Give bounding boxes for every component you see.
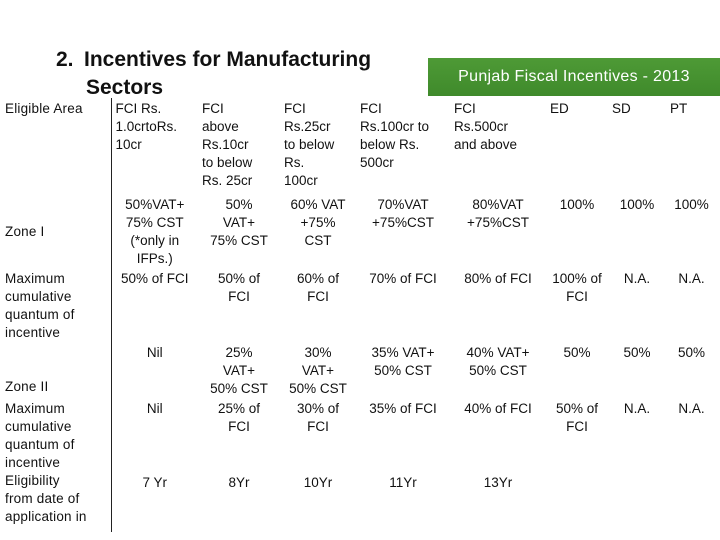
header-cell-line: Rs. 25cr: [202, 173, 253, 188]
cell-line: 50% CST: [469, 363, 527, 378]
cell-line: 60% of: [296, 271, 340, 286]
max-1-cell: 70% of FCI: [369, 271, 437, 286]
table-row-max-zone-1: [1, 268, 717, 342]
header-sd: SD: [612, 101, 631, 116]
cell-line: 25% of: [217, 401, 261, 416]
cell-line: +75%CST: [372, 215, 434, 230]
header-pt: PT: [670, 101, 688, 116]
header-ed: ED: [550, 101, 569, 116]
eligibility-cell: 8Yr: [228, 475, 250, 490]
header-cell-line: 500cr: [360, 155, 394, 170]
cell-line: VAT+: [301, 363, 335, 378]
cell-line: 50% CST: [374, 363, 432, 378]
max-2-cell: [198, 398, 280, 472]
cell-line: 100% of: [552, 271, 602, 286]
cell-line: 60% VAT: [290, 197, 346, 212]
cell-line: IFPs.): [136, 251, 173, 266]
cell-line: 35% VAT+: [371, 345, 435, 360]
cell-line: 70%VAT: [377, 197, 429, 212]
zone-2-sd: 50%: [623, 345, 651, 360]
cell-line: FCI: [566, 419, 588, 434]
max-2-cell: Nil: [146, 401, 163, 416]
eligibility-cell: 10Yr: [303, 475, 333, 490]
empty-cell: [666, 472, 717, 532]
header-cell-line: Rs.: [284, 155, 305, 170]
cell-line: 50%: [225, 197, 253, 212]
table-row-max-zone-2: [1, 398, 717, 472]
zone-1-ed: 100%: [559, 197, 595, 212]
max-2-pt: N.A.: [678, 401, 705, 416]
label-line: Eligibility: [5, 473, 60, 488]
max-1-cell: 80% of FCI: [464, 271, 532, 286]
header-cell-line: FCI Rs.: [115, 101, 162, 116]
incentives-table: [1, 98, 718, 532]
zone-2-cell: [198, 342, 280, 398]
title-line-1: Incentives for Manufacturing: [84, 48, 372, 71]
cell-line: (*only in: [130, 233, 180, 248]
max-2-cell: 35% of FCI: [369, 401, 437, 416]
max-1-pt: N.A.: [678, 271, 705, 286]
cell-line: FCI: [228, 419, 250, 434]
label-line: Maximum: [5, 271, 65, 286]
cell-line: VAT+: [222, 363, 256, 378]
cell-line: 50% CST: [289, 381, 347, 396]
cell-line: 50% of: [217, 271, 261, 286]
zone-1-cell: [198, 194, 280, 268]
cell-line: 30%: [304, 345, 332, 360]
table-row-zone-1: [1, 194, 717, 268]
label-line: cumulative: [5, 419, 72, 434]
row-label-zone-1: Zone I: [1, 194, 111, 268]
cell-line: FCI: [566, 289, 588, 304]
table-row-zone-2: [1, 342, 717, 398]
header-cell-line: Rs.10cr: [202, 137, 249, 152]
max-2-cell: [546, 398, 608, 472]
cell-line: FCI: [307, 289, 329, 304]
max-1-cell: [198, 268, 280, 342]
title-line-2: Sectors: [86, 76, 164, 99]
header-cell-line: to below: [202, 155, 253, 170]
header-cell-line: 1.0crtoRs.: [115, 119, 178, 134]
cell-line: FCI: [307, 419, 329, 434]
header-fci-500cr-above: [450, 98, 546, 194]
cell-line: VAT+: [222, 215, 256, 230]
cell-line: 30% of: [296, 401, 340, 416]
cell-line: 80%VAT: [472, 197, 524, 212]
zone-2-cell: Nil: [146, 345, 163, 360]
zone-1-sd: 100%: [619, 197, 655, 212]
max-1-cell: [546, 268, 608, 342]
header-fci-25-100cr: [280, 98, 356, 194]
zone-1-pt: 100%: [674, 197, 709, 212]
header-cell-line: 10cr: [115, 137, 142, 152]
cell-line: 25%: [225, 345, 253, 360]
eligibility-cell: 7 Yr: [142, 475, 167, 490]
cell-line: 50% CST: [210, 381, 268, 396]
max-2-cell: [280, 398, 356, 472]
max-1-cell: [280, 268, 356, 342]
max-1-sd: N.A.: [623, 271, 651, 286]
header-cell-line: Rs.100cr to: [360, 119, 430, 134]
header-cell-line: above: [202, 119, 239, 134]
title-number: 2.: [56, 48, 74, 71]
label-line: incentive: [5, 455, 61, 470]
max-2-cell: 40% of FCI: [464, 401, 532, 416]
zone-2-cell: [450, 342, 546, 398]
header-cell-line: FCI: [360, 101, 382, 116]
label-line: application in: [5, 509, 87, 524]
page-title: [56, 46, 406, 102]
cell-line: +75%CST: [467, 215, 529, 230]
zone-2-pt: 50%: [677, 345, 706, 360]
row-label-max-zone-1: [1, 268, 111, 342]
zone-1-cell: [111, 194, 198, 268]
zone-1-cell: [280, 194, 356, 268]
cell-line: 50%VAT+: [125, 197, 185, 212]
header-cell-line: 100cr: [284, 173, 318, 188]
table-header-row: [1, 98, 717, 194]
max-1-cell: 50% of FCI: [120, 271, 189, 286]
header-eligible-area: Eligible Area: [1, 98, 111, 194]
row-label-eligibility: [1, 472, 111, 532]
max-2-sd: N.A.: [623, 401, 651, 416]
row-label-max-zone-2: [1, 398, 111, 472]
header-fci-10-25cr: [198, 98, 280, 194]
cell-line: FCI: [228, 289, 250, 304]
cell-line: 50% of: [555, 401, 599, 416]
zone-2-cell: [280, 342, 356, 398]
cell-line: CST: [304, 233, 332, 248]
row-label-zone-2: Zone II: [1, 342, 111, 398]
label-line: Maximum: [5, 401, 65, 416]
zone-1-cell: [356, 194, 450, 268]
header-cell-line: below Rs.: [360, 137, 420, 152]
label-line: cumulative: [5, 289, 72, 304]
header-cell-line: FCI: [202, 101, 224, 116]
label-line: quantum of: [5, 437, 75, 452]
header-cell-line: to below: [284, 137, 335, 152]
zone-2-cell: [356, 342, 450, 398]
empty-cell: [546, 472, 608, 532]
eligibility-cell: 13Yr: [483, 475, 513, 490]
header-fci-1-10cr: [111, 98, 198, 194]
cell-line: 75% CST: [125, 215, 184, 230]
cell-line: 75% CST: [210, 233, 268, 248]
cell-line: 40% VAT+: [466, 345, 530, 360]
label-line: quantum of: [5, 307, 75, 322]
header-cell-line: Rs.25cr: [284, 119, 331, 134]
header-fci-100-500cr: [356, 98, 450, 194]
empty-cell: [608, 472, 666, 532]
header-cell-line: FCI: [454, 101, 476, 116]
cell-line: +75%: [300, 215, 336, 230]
eligibility-cell: 11Yr: [389, 475, 417, 490]
header-banner: Punjab Fiscal Incentives - 2013: [428, 58, 720, 96]
header-cell-line: Rs.500cr: [454, 119, 509, 134]
header-cell-line: FCI: [284, 101, 306, 116]
zone-1-cell: [450, 194, 546, 268]
header-cell-line: and above: [454, 137, 518, 152]
zone-2-ed: 50%: [563, 345, 591, 360]
label-line: incentive: [5, 325, 61, 340]
table-row-eligibility: [1, 472, 717, 532]
label-line: from date of: [5, 491, 80, 506]
